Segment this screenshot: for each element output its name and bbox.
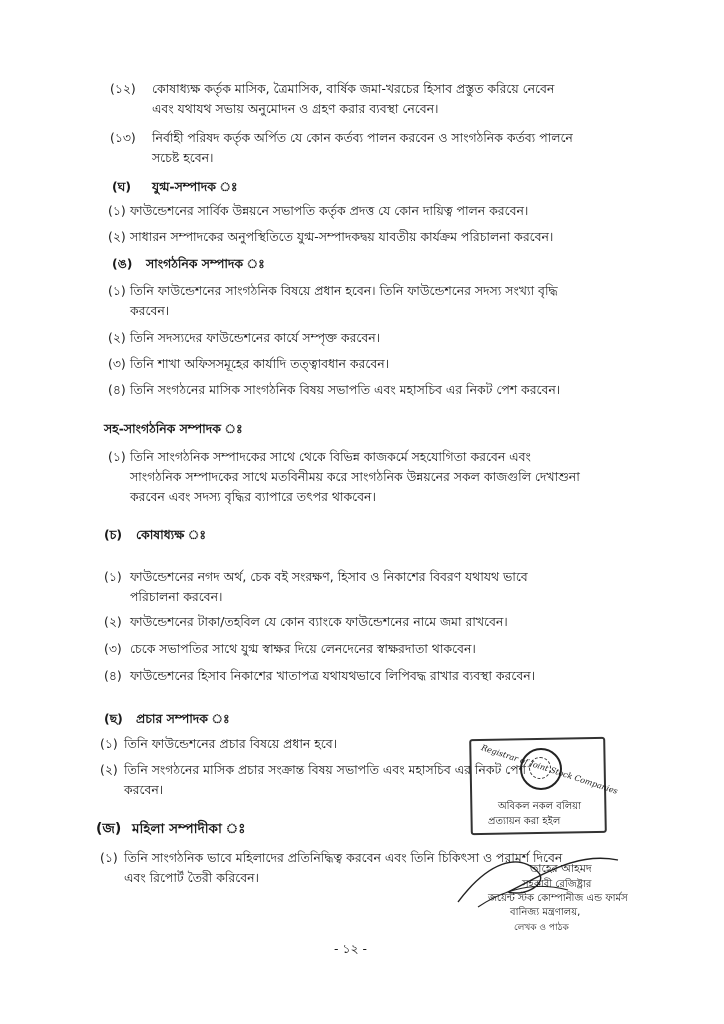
item-number: (১২) [110,81,136,96]
item-text: তিনি সদস্যদের ফাউন্ডেশনের কার্যে সম্পৃক্ত করবেন। [130,330,381,345]
officer-designation: লেখক ও পাঠক [514,923,569,933]
section-title: সাংগঠনিক সম্পাদক ঃ [146,256,265,271]
section-title: প্রচার সম্পাদক ঃ [136,711,230,726]
item-text: এবং যথাযথ সভায় অনুমোদন ও গ্রহণ করার ব্যবস্থা নেবেন। [152,101,439,116]
section-label: (ঘ) [112,179,131,194]
item-number: (৪) [108,382,126,397]
stamp-line: প্রত্যায়ন করা হইল [488,816,561,827]
item-number: (২) [100,762,118,777]
officer-designation: জয়েন্ট স্টক কোম্পানীজ এন্ড ফার্মস [488,893,628,904]
item-number: (১) [100,850,118,865]
item-text: সচেষ্ট হবেন। [152,150,214,165]
section-title: মহিলা সম্পাদীকা ঃ [132,821,246,837]
item-number: (২) [108,229,126,244]
stamp-line: অবিকল নকল বলিয়া [498,801,581,812]
item-number: (১) [108,283,126,298]
section-title: সহ-সাংগঠনিক সম্পাদক ঃ [104,421,243,436]
item-text: ফাউন্ডেশনের হিসাব নিকাশের খাতাপত্র যথাযথভাবে লিপিবদ্ধ রাখার ব্যবস্থা করবেন। [130,668,536,683]
item-number: (৩) [104,641,122,656]
item-text: তিনি সাংগঠনিক সম্পাদকের সাথে থেকে বিভিন্ন কাজকর্মে সহযোগিতা করবেন এবং [130,449,531,464]
item-number: (১৩) [110,130,136,145]
item-number: (২) [104,614,122,629]
item-number: (২) [108,330,126,345]
officer-designation: বানিজ্য মন্ত্রণালয়, [510,907,581,918]
item-text: এবং রিপোর্ট তৈরী করিবেন। [124,870,259,885]
item-number: (১) [108,203,126,218]
officer-name: তাহের আহমদ [530,862,592,875]
item-text: ফাউন্ডেশনের নগদ অর্থ, চেক বই সংরক্ষণ, হিসাব ও নিকাশের বিবরণ যথাযথ ভাবে [130,569,528,584]
item-number: (১) [108,449,126,464]
item-number: (৪) [104,668,122,683]
officer-designation: সহকারী রেজিষ্ট্রার [522,879,592,890]
item-text: করবেন। [124,782,164,797]
item-text: নির্বাহী পরিষদ কর্তৃক অর্পিত যে কোন কর্তব্য পালন করবেন ও সাংগঠনিক কর্তব্য পালনে [152,130,573,145]
item-text: চেকে সভাপতির সাথে যুগ্ম স্বাক্ষর দিয়ে লেনদেনের স্বাক্ষরদাতা থাকবেন। [130,641,476,656]
section-label: (ছ) [104,711,123,726]
item-text: তিনি ফাউন্ডেশনের সাংগঠনিক বিষয়ে প্রধান হবেন। তিনি ফাউন্ডেশনের সদস্য সংখ্যা বৃদ্ধি [130,283,558,298]
section-title: কোষাধ্যক্ষ ঃ [136,527,206,542]
item-number: (১) [104,569,122,584]
item-text: করবেন। [130,303,170,318]
item-text: করবেন এবং সদস্য বৃদ্ধির ব্যাপারে তৎপর থাকবেন। [130,489,376,504]
item-number: (১) [100,736,118,751]
section-title: যুগ্ম-সম্পাদক ঃ [152,179,238,194]
item-text: ফাউন্ডেশনের টাকা/তহবিল যে কোন ব্যাংকে ফাউন্ডেশনের নামে জমা রাখবেন। [130,614,508,629]
item-number: (৩) [108,356,126,371]
stamp-ring-text: Registrar of Joint Stock Companies [480,743,619,796]
item-text: ফাউন্ডেশনের সার্বিক উন্নয়নে সভাপতি কর্তৃক প্রদত্ত যে কোন দায়িত্ব পালন করবেন। [130,203,529,218]
item-text: তিনি ফাউন্ডেশনের প্রচার বিষয়ে প্রধান হবে। [124,736,338,751]
item-text: তিনি সংগঠনের মাসিক সাংগঠনিক বিষয় সভাপতি এবং মহাসচিব এর নিকট পেশ করবেন। [130,382,561,397]
page-number: - ১২ - [334,941,367,956]
item-text: পরিচালনা করবেন। [130,589,223,604]
item-text: কোষাধ্যক্ষ কর্তৃক মাসিক, ত্রৈমাসিক, বার্ষিক জমা-খরচের হিসাব প্রস্তুত করিয়ে নেবেন [152,81,555,96]
item-text: তিনি সংগঠনের মাসিক প্রচার সংক্রান্ত বিষয় সভাপতি এবং মহাসচিব এর নিকট পেশ [124,762,526,777]
section-label: (জ) [96,821,122,837]
item-text: তিনি শাখা অফিসসমূহের কার্যাদি তত্ত্বাবধান করবেন। [130,356,390,371]
item-text: সাধারন সম্পাদকের অনুপস্থিতিতে যুগ্ম-সম্পাদকদ্বয় যাবতীয় কার্যক্রম পরিচালনা করবেন। [130,229,554,244]
item-text: তিনি সাংগঠনিক ভাবে মহিলাদের প্রতিনিদ্ধিত্ব করবেন এবং তিনি চিকিৎসা ও পরামর্শ দিবেন [124,850,563,865]
section-label: (ঙ) [112,256,133,271]
item-text: সাংগঠনিক সম্পাদকের সাথে মতবিনীময় করে সাংগঠনিক উন্নয়নের সকল কাজগুলি দেখাশুনা [130,469,580,484]
section-label: (চ) [104,527,123,542]
